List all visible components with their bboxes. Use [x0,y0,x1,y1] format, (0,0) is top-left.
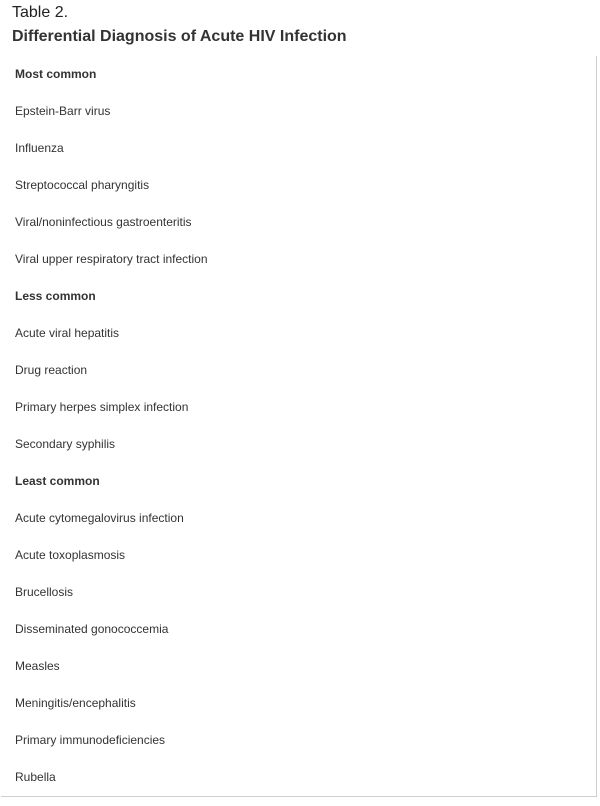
table-row: Drug reaction [15,363,88,377]
table-section-header: Most common [15,67,97,81]
table-row: Influenza [15,141,64,155]
table-row: Brucellosis [15,585,74,599]
table-row: Acute viral hepatitis [15,326,120,340]
table-row: Viral upper respiratory tract infection [15,252,208,266]
table-section-header: Least common [15,474,100,488]
table-row: Primary immunodeficiencies [15,733,166,747]
table-row: Epstein-Barr virus [15,104,111,118]
table-row: Viral/noninfectious gastroenteritis [15,215,192,229]
table-row: Measles [15,659,60,673]
table-row: Acute toxoplasmosis [15,548,126,562]
table-section-header: Less common [15,289,96,303]
table-row: Streptococcal pharyngitis [15,178,150,192]
table-row: Acute cytomegalovirus infection [15,511,184,525]
table-label: Table 2. [12,4,69,21]
table-row: Primary herpes simplex infection [15,400,189,414]
table-rows [15,66,596,806]
diagnosis-table [1,56,597,797]
table-row: Meningitis/encephalitis [15,696,136,710]
table-row: Secondary syphilis [15,437,116,451]
table-title: Differential Diagnosis of Acute HIV Infection [12,28,347,45]
table-row: Disseminated gonococcemia [15,622,169,636]
table-row: Rubella [15,770,56,784]
